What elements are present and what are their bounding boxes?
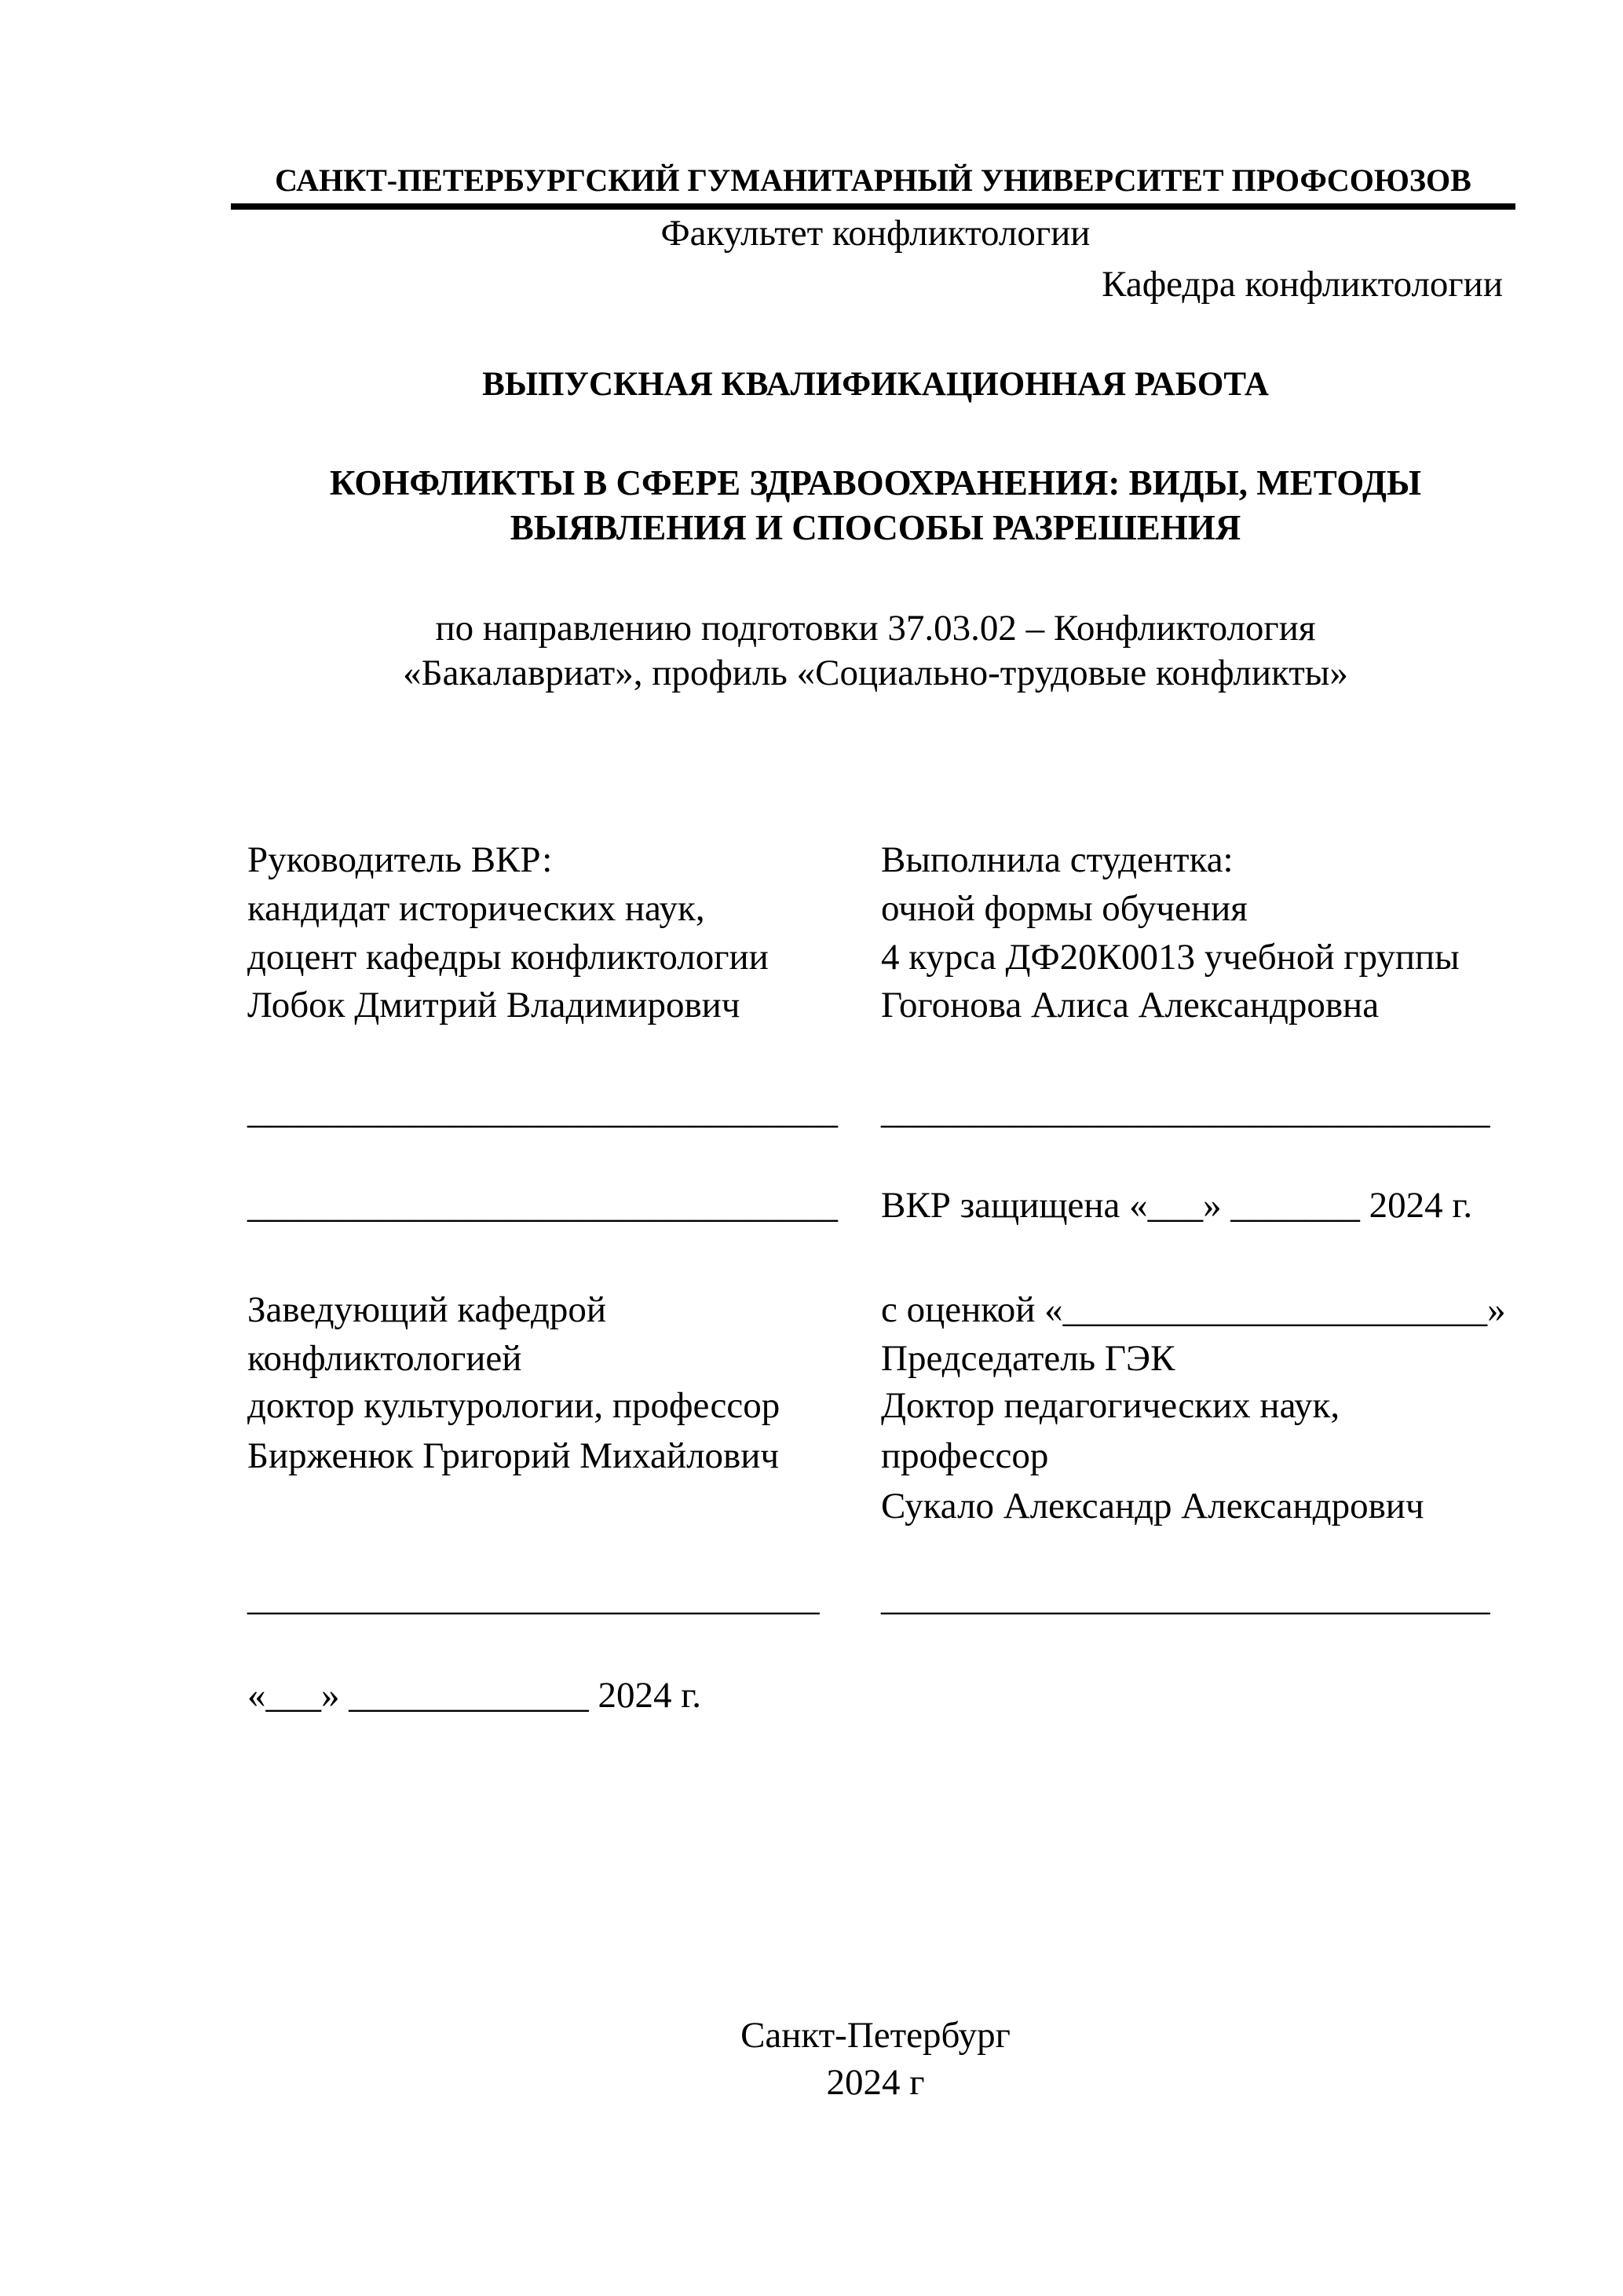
row-head-title-chairman [0, 1336, 1623, 1380]
row-credentials-2 [0, 935, 1623, 979]
student-group: 4 курса ДФ20К0013 учебной группы [881, 937, 1460, 978]
defense-date-note: ВКР защищена «___» _______ 2024 г. [881, 1185, 1473, 1226]
program-profile: «Бакалавриат», профиль «Социально-трудовые конфликты» [403, 653, 1348, 693]
footer-city: Санкт-Петербург [740, 2015, 1011, 2056]
row-head-date [0, 1673, 1623, 1717]
head-name: Бирженюк Григорий Михайлович [247, 1435, 780, 1476]
supervisor-position: доцент кафедры конфликтологии [247, 937, 769, 978]
supervisor-signature-line: ________________________________ [247, 1091, 838, 1132]
chairman-signature-line: _________________________________ [881, 1578, 1490, 1618]
supervisor-label: Руководитель ВКР: [247, 839, 553, 880]
student-signature-line: _________________________________ [881, 1091, 1490, 1132]
supervisor-name: Лобок Дмитрий Владимирович [247, 985, 740, 1026]
faculty-name: Факультет конфликтологии [660, 213, 1091, 254]
student-name: Гогонова Алиса Александровна [881, 985, 1380, 1026]
program-direction: по направлению подготовки 37.03.02 – Конфликтология [435, 608, 1316, 649]
head-signature-line: _______________________________ [247, 1578, 820, 1618]
chairman-position: профессор [881, 1435, 1049, 1476]
row-credentials-1 [0, 887, 1623, 930]
work-type-heading: ВЫПУСКНАЯ КВАЛИФИКАЦИОННАЯ РАБОТА [482, 366, 1269, 403]
student-label: Выполнила студентка: [881, 839, 1234, 880]
header-divider-rule [231, 203, 1515, 210]
row-defense-note [0, 1183, 1623, 1227]
student-study-form: очной формы обучения [881, 888, 1248, 929]
thesis-title-line-2: ВЫЯВЛЕНИЯ И СПОСОБЫ РАЗРЕШЕНИЯ [510, 508, 1241, 547]
head-title-line-1: Заведующий кафедрой [247, 1289, 607, 1330]
supervisor-signature-line-2: ________________________________ [247, 1185, 838, 1226]
university-name: САНКТ-ПЕТЕРБУРГСКИЙ ГУМАНИТАРНЫЙ УНИВЕРСИТЕТ ПРОФСОЮЗОВ [275, 163, 1471, 198]
row-roles [0, 838, 1623, 882]
row-degrees [0, 1384, 1623, 1428]
head-date-line: «___» _____________ 2024 г. [247, 1675, 701, 1716]
supervisor-degree: кандидат исторических наук, [247, 888, 705, 929]
footer-year: 2024 г [826, 2062, 925, 2103]
chairman-label: Председатель ГЭК [881, 1338, 1175, 1379]
department-name: Кафедра конфликтологии [1102, 264, 1503, 305]
thesis-title [236, 461, 1515, 550]
row-signature-lines-1 [0, 1089, 1623, 1133]
row-names [0, 983, 1623, 1027]
head-title-line-2: конфликтологией [247, 1338, 522, 1379]
chairman-name: Сукало Александр Александрович [881, 1486, 1424, 1526]
row-head-name [0, 1434, 1623, 1478]
chairman-degree: Доктор педагогических наук, [881, 1385, 1340, 1426]
row-signature-lines-2 [0, 1576, 1623, 1620]
row-chairman-name [0, 1484, 1623, 1528]
row-head-title-grade [0, 1288, 1623, 1332]
grade-note: с оценкой «_______________________» [881, 1289, 1506, 1330]
program-info [236, 606, 1515, 696]
head-degree: доктор культурологии, профессор [247, 1385, 780, 1426]
thesis-title-line-1: КОНФЛИКТЫ В СФЕРЕ ЗДРАВООХРАНЕНИЯ: ВИДЫ, МЕТОДЫ [329, 463, 1422, 503]
